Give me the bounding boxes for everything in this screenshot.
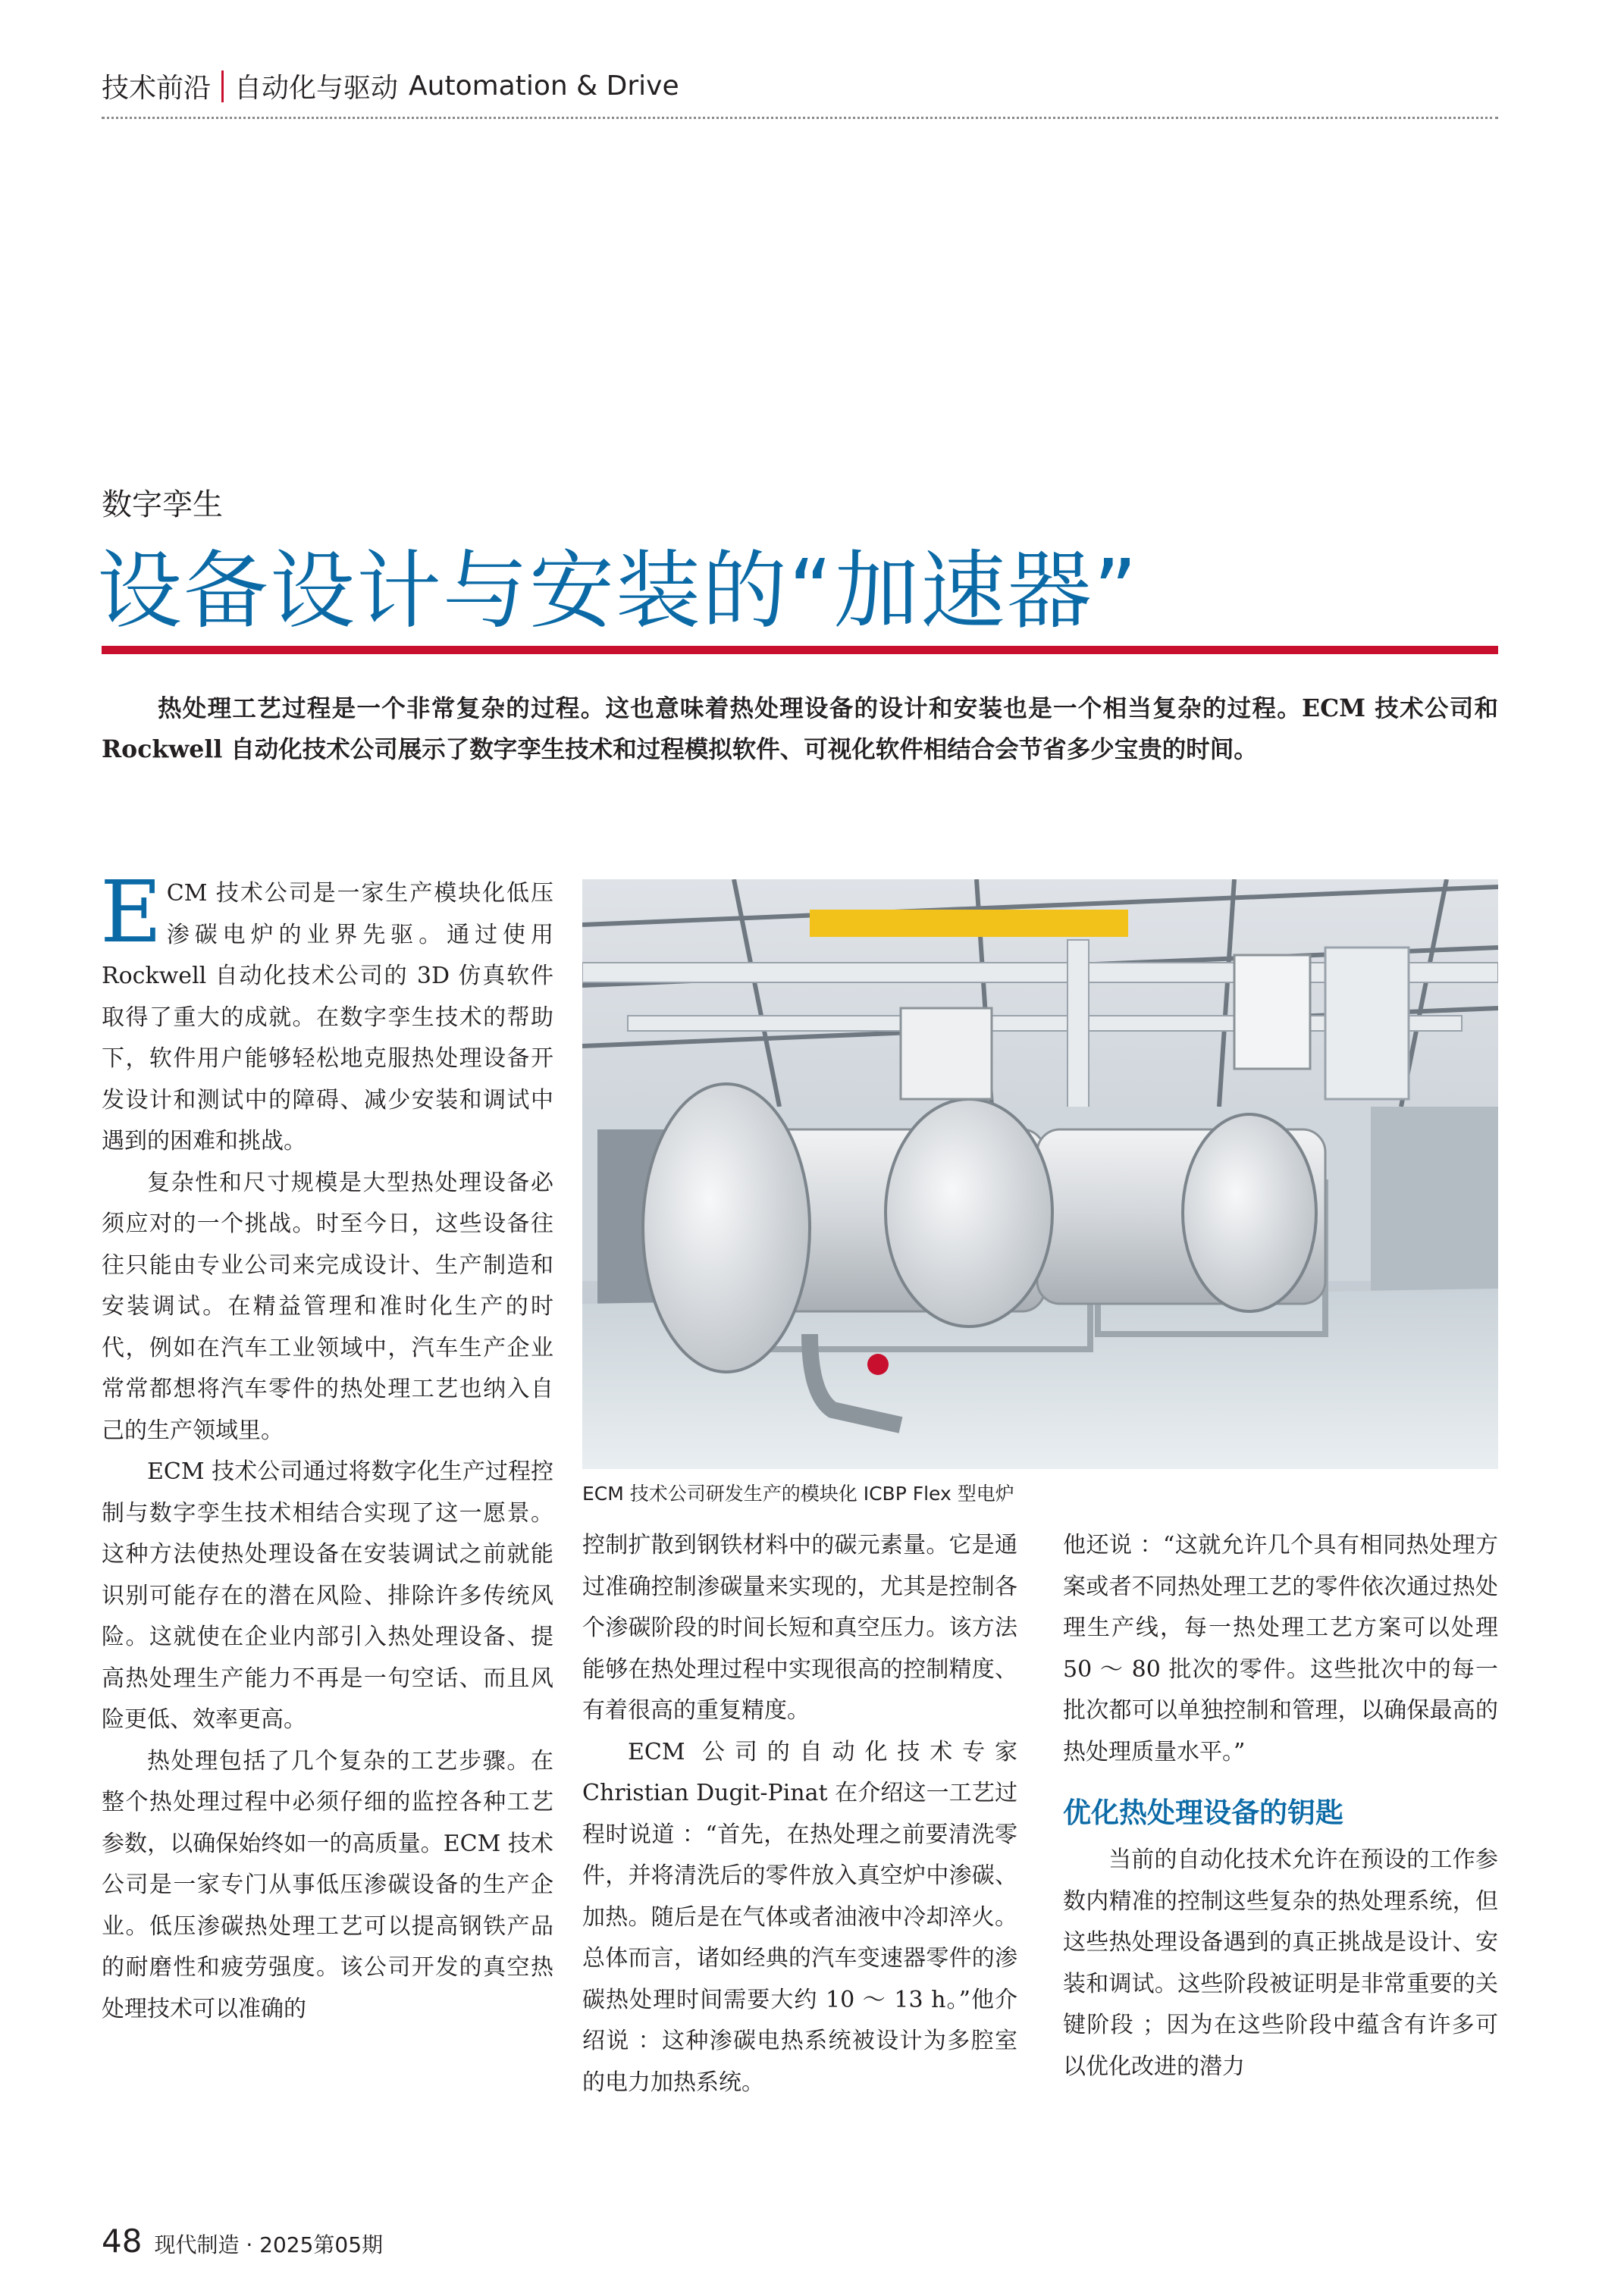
paragraph: 当前的自动化技术允许在预设的工作参数内精准的控制这些复杂的热处理系统，但这些热处理设备遇到的真正挑战是设计、安装和调试。这些阶段被证明是非常重要的关键阶段 ；因为在这些阶段中蕴含有许多可以优化改进的潜力 [1063,1847,1498,2080]
photo-caption: ECM 技术公司研发生产的模块化 ICBP Flex 型电炉 [582,1483,1014,1505]
section-subheading: 优化热处理设备的钥匙 [1063,1796,1343,1829]
page-number: 48 [102,2222,143,2260]
header-dotted-rule [102,117,1498,119]
header-divider [221,70,224,102]
category-label: 自动化与驱动 [234,73,399,104]
running-header [102,67,1498,105]
article-title: 设备设计与安装的“加速器” [97,542,1140,641]
column-1 [100,863,553,2030]
column-3 [1063,1525,1498,2088]
paragraph: ECM 技术公司通过将数字化生产过程控制与数字孪生技术相结合实现了这一愿景。这种方法使热处理设备在安装调试之前就能识别可能存在的潜在风险、排除许多传统风险。这就使在企业内部引入热处理设备、提高热处理生产能力不再是一句空话、而且风险更低、效率更高。 [102,1458,553,1733]
section-label: 技术前沿 [102,73,212,104]
category-label-en: Automation & Drive [409,70,679,102]
paragraph: ECM 技术公司是一家生产模块化低压渗碳电炉的业界先驱。通过使用 Rockwell 自动化技术公司的 3D 仿真软件取得了重大的成就。在数字孪生技术的帮助下，软件用户能够轻松地克服热处理设备开发设计和测试中的障碍、减少安装和调试中遇到的困难和挑战。 [100,863,553,1154]
paragraph: 控制扩散到钢铁材料中的碳元素量。它是通过准确控制渗碳量来实现的，尤其是控制各个渗碳阶段的时间长短和真空压力。该方法能够在热处理过程中实现很高的控制精度、有着很高的重复精度。 [582,1532,1017,1724]
paragraph: 热处理包括了几个复杂的工艺步骤。在整个热处理过程中必须仔细的监控各种工艺参数，以确保始终如一的高质量。ECM 技术公司是一家专门从事低压渗碳设备的生产企业。低压渗碳热处理工艺可以提高钢铁产品的耐磨性和疲劳强度。该公司开发的真空热处理技术可以准确的 [102,1747,553,2022]
title-red-rule [102,646,1498,654]
page-footer [102,2222,383,2260]
drop-cap: E [100,863,162,962]
article-kicker: 数字孪生 [102,487,223,522]
paragraph: 他还说 ：“这就允许几个具有相同热处理方案或者不同热处理工艺的零件依次通过热处理生产线，每一热处理工艺方案可以处理 50 ～ 80 批次的零件。这些批次中的每一批次都可以单独控制和管理，以确保最高的热处理质量水平。” [1063,1532,1498,1765]
column-2 [582,1525,1017,2103]
publication-info: 现代制造 · 2025第05期 [154,2232,384,2257]
article-lead: 热处理工艺过程是一个非常复杂的过程。这也意味着热处理设备的设计和安装也是一个相当复杂的过程。ECM 技术公司和 Rockwell 自动化技术公司展示了数字孪生技术和过程模拟软件、可视化软件相结合会节省多少宝贵的时间。 [102,694,1498,763]
furnace-photo [582,879,1498,1469]
paragraph: 复杂性和尺寸规模是大型热处理设备必须应对的一个挑战。时至今日，这些设备往往只能由专业公司来完成设计、生产制造和安装调试。在精益管理和准时化生产的时代，例如在汽车工业领域中，汽车生产企业常常都想将汽车零件的热处理工艺也纳入自己的生产领域里。 [102,1169,553,1444]
paragraph: ECM 公司的自动化技术专家 Christian Dugit-Pinat 在介绍这一工艺过程时说道 ：“首先，在热处理之前要清洗零件，并将清洗后的零件放入真空炉中渗碳、加热。随后是在气体或者油液中冷却淬火。总体而言，诸如经典的汽车变速器零件的渗碳热处理时间需要大约 10 ～ 13 h。”他介绍说 ：这种渗碳电热系统被设计为多腔室的电力加热系统。 [582,1738,1017,2096]
